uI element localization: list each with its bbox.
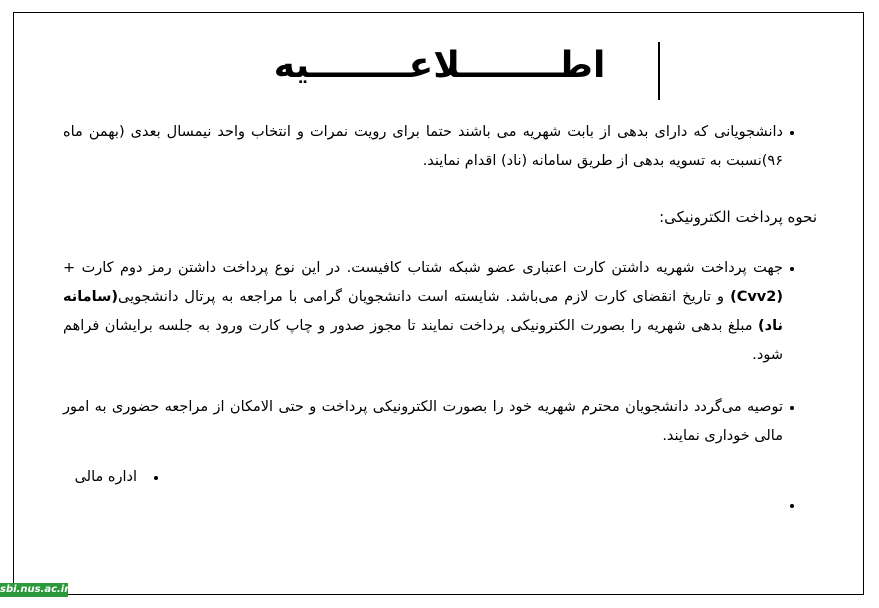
instructions-text: مبلغ بدهی شهریه را بصورت الکترونیکی پرداخت نمایند تا مجوز صدور و چاپ کارت ورود به جلسه برایشان فراهم شود. [63, 318, 783, 363]
nad-system-label: (سامانه ناد) [63, 289, 783, 334]
recommendation-paragraph: توصیه می‌گردد دانشجویان محترم شهریه خود را بصورت الکترونیکی پرداخت و حتی الامکان از مراجعه حضوری به امور مالی خوداری نمایند. [63, 399, 783, 444]
notice-paragraph: دانشجویانی که دارای بدهی از بابت شهریه می باشند حتما برای رویت نمرات و انتخاب واحد نیمسال بعدی (بهمن ماه ۹۶)نسبت به تسویه بدهی از طریق سامانه (ناد) اقدام نمایند. [63, 124, 783, 169]
bullet-dot [154, 476, 158, 480]
payment-instructions [63, 254, 783, 370]
cvv-label: (Cvv2) [730, 289, 783, 305]
bullet-dot [790, 131, 794, 135]
page-title: اطــــــــلاعــــــــیه [273, 45, 606, 86]
bullet-dot [790, 406, 794, 410]
section-heading: نحوه پرداخت الکترونیکی: [659, 208, 817, 226]
bullet-dot [790, 504, 794, 508]
watermark: sbi.nus.ac.ir [0, 584, 70, 595]
text-cursor [658, 42, 660, 100]
instructions-text: جهت پرداخت شهریه داشتن کارت اعتباری عضو شبکه شتاب کافیست. در این نوع پرداخت داشتن رمز دوم کارت + [63, 260, 783, 276]
bullet-dot [790, 267, 794, 271]
instructions-text: و تاریخ انقضای کارت لازم می‌باشد. شایسته است دانشجویان گرامی با مراجعه به پرتال دانشجویی [118, 289, 731, 305]
signature: اداره مالی [74, 469, 137, 485]
